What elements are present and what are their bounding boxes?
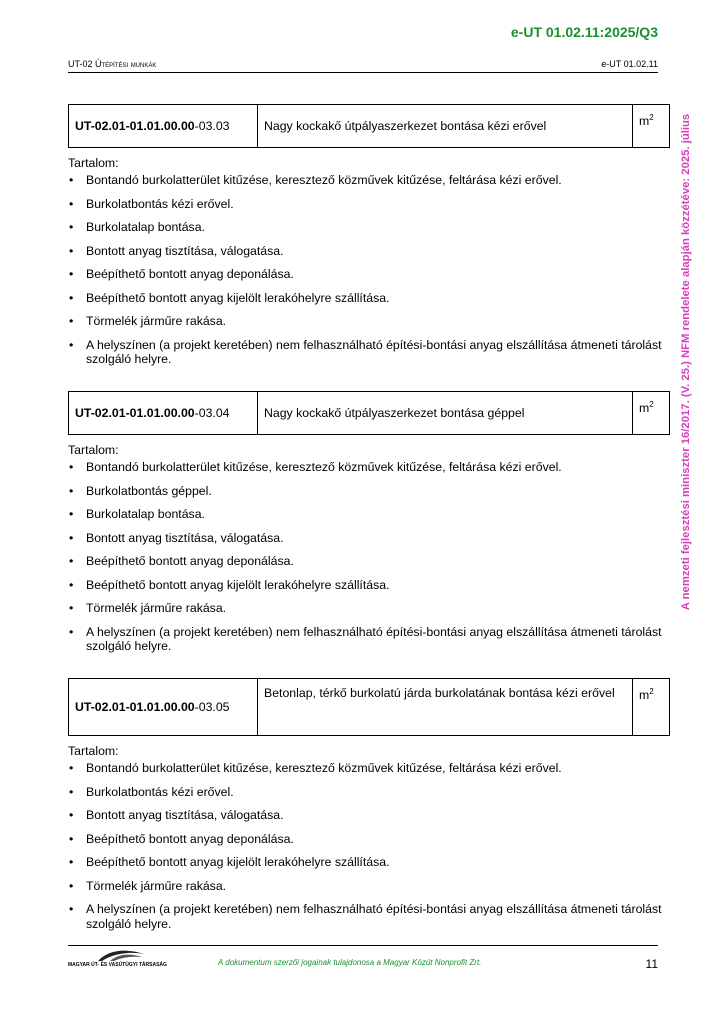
list-item: • Bontott anyag tisztítása, válogatása.	[68, 244, 670, 259]
header-chapter-prefix: UT-02	[68, 59, 96, 69]
list-item: • Bontandó burkolatterület kitűzése, keresztező közművek kitűzése, feltárása kézi erővel.	[68, 173, 670, 188]
list-item: • Beépíthető bontott anyag kijelölt lerakóhelyre szállítása.	[68, 291, 670, 306]
list-item: • A helyszínen (a projekt keretében) nem felhasználható építési-bontási anyag elszállítása átmeneti tárolást szolgáló helyre.	[68, 625, 670, 654]
society-logo-icon	[96, 948, 146, 962]
list-item: • Beépíthető bontott anyag kijelölt lerakóhelyre szállítása.	[68, 578, 670, 593]
list-item: • Törmelék járműre rakása.	[68, 314, 670, 329]
work-item-header-table	[68, 391, 670, 435]
list-item: • Bontandó burkolatterület kitűzése, keresztező közművek kitűzése, feltárása kézi erővel.	[68, 761, 670, 776]
list-item: • Burkolatbontás kézi erővel.	[68, 197, 670, 212]
work-item-code-main: UT-02.01-01.01.00.00	[75, 406, 195, 420]
work-item-header-table	[68, 678, 670, 736]
header-chapter	[68, 59, 156, 69]
work-item-code	[69, 105, 258, 148]
work-item-unit	[633, 392, 670, 435]
society-logo-text: MAGYAR ÚT- ÉS VASÚTÜGYI TÁRSASÁG	[68, 962, 167, 968]
work-item-section	[68, 678, 670, 940]
unit-exponent: 2	[649, 687, 654, 696]
list-item: • A helyszínen (a projekt keretében) nem felhasználható építési-bontási anyag elszállítása átmeneti tárolást szolgáló helyre.	[68, 338, 670, 367]
unit-base: m	[639, 114, 650, 129]
list-item: • Bontandó burkolatterület kitűzése, keresztező közművek kitűzése, feltárása kézi erővel.	[68, 460, 670, 475]
work-item-title: Nagy kockakő útpályaszerkezet bontása kézi erővel	[258, 105, 633, 148]
list-item: • Burkolatalap bontása.	[68, 507, 670, 522]
header-doc-ref: e-UT 01.02.11	[601, 59, 658, 69]
work-item-header-table	[68, 104, 670, 148]
work-item-code	[69, 392, 258, 435]
work-item-code-suffix: -03.04	[194, 406, 230, 420]
list-item: • Beépíthető bontott anyag deponálása.	[68, 267, 670, 282]
work-item-section	[68, 391, 670, 663]
contents-list	[68, 761, 670, 931]
list-item: • Burkolatbontás géppel.	[68, 484, 670, 499]
unit-base: m	[639, 688, 650, 703]
contents-label: Tartalom:	[68, 744, 119, 758]
list-item: • Beépíthető bontott anyag kijelölt lerakóhelyre szállítása.	[68, 855, 670, 870]
list-item: • Bontott anyag tisztítása, válogatása.	[68, 808, 670, 823]
contents-label: Tartalom:	[68, 443, 119, 457]
work-item-section	[68, 104, 670, 376]
work-item-code	[69, 679, 258, 736]
side-publication-note-text: A nemzeti fejlesztési miniszter 16/2017. (V. 25.) NFM rendelete alapján közzétéve: 2025. július	[680, 113, 692, 611]
work-item-code-suffix: -03.03	[194, 119, 230, 133]
contents-label: Tartalom:	[68, 156, 119, 170]
society-logo	[68, 948, 178, 970]
contents-list	[68, 173, 670, 367]
footer-divider	[68, 945, 658, 946]
work-item-unit	[633, 679, 670, 736]
page-number: 11	[645, 957, 658, 971]
contents-list	[68, 460, 670, 654]
header-chapter-title: Útépítési munkák	[95, 59, 157, 69]
list-item: • Törmelék járműre rakása.	[68, 879, 670, 894]
list-item: • Beépíthető bontott anyag deponálása.	[68, 832, 670, 847]
unit-exponent: 2	[649, 400, 654, 409]
work-item-title: Nagy kockakő útpályaszerkezet bontása géppel	[258, 392, 633, 435]
header-divider	[68, 72, 658, 73]
work-item-code-suffix: -03.05	[194, 700, 230, 714]
unit-exponent: 2	[649, 113, 654, 122]
list-item: • Burkolatbontás kézi erővel.	[68, 785, 670, 800]
list-item: • Bontott anyag tisztítása, válogatása.	[68, 531, 670, 546]
list-item: • A helyszínen (a projekt keretében) nem felhasználható építési-bontási anyag elszállítása átmeneti tárolást szolgáló helyre.	[68, 902, 670, 931]
list-item: • Beépíthető bontott anyag deponálása.	[68, 554, 670, 569]
list-item: • Törmelék járműre rakása.	[68, 601, 670, 616]
unit-base: m	[639, 401, 650, 416]
work-item-title: Betonlap, térkő burkolatú járda burkolatának bontása kézi erővel	[258, 679, 633, 736]
work-item-code-main: UT-02.01-01.01.00.00	[75, 700, 195, 714]
work-item-unit	[633, 105, 670, 148]
document-code: e-UT 01.02.11:2025/Q3	[510, 24, 658, 40]
list-item: • Burkolatalap bontása.	[68, 220, 670, 235]
work-item-code-main: UT-02.01-01.01.00.00	[75, 119, 195, 133]
copyright-notice: A dokumentum szerzői jogainak tulajdonosa a Magyar Közút Nonprofit Zrt.	[218, 958, 482, 967]
